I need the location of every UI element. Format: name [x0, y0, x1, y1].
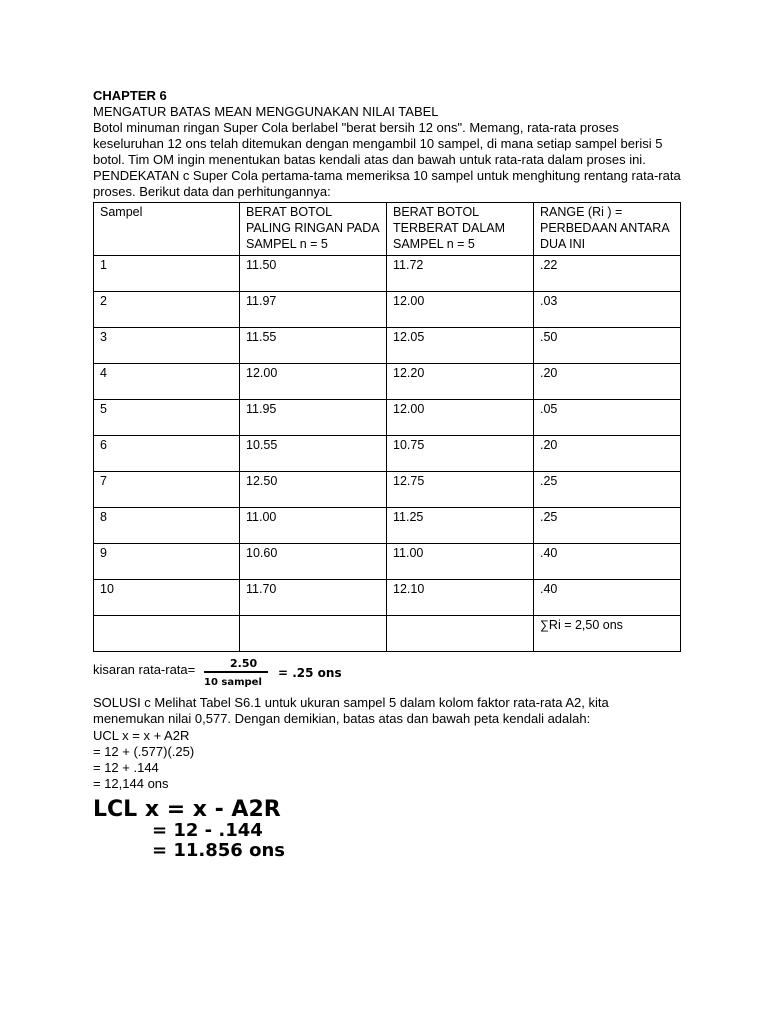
fraction-result: = .25 ons: [278, 666, 342, 680]
table-cell: .25: [534, 508, 681, 544]
table-cell: .03: [534, 292, 681, 328]
table-cell: 11.00: [240, 508, 387, 544]
table-cell: 11.70: [240, 580, 387, 616]
table-cell: 8: [94, 508, 240, 544]
table-cell: ∑Ri = 2,50 ons: [534, 616, 681, 652]
table-row: [94, 256, 681, 292]
solution-paragraph: [93, 695, 693, 727]
solution-line: SOLUSI c Melihat Tabel S6.1 untuk ukuran sampel 5 dalam kolom faktor rata-rata A2, kita: [93, 695, 609, 710]
table-cell: 11.25: [387, 508, 534, 544]
table-cell: 12.75: [387, 472, 534, 508]
section-heading: MENGATUR BATAS MEAN MENGGUNAKAN NILAI TABEL: [93, 104, 439, 119]
table-cell: 9: [94, 544, 240, 580]
sample-table: [93, 202, 681, 652]
table-cell: [94, 616, 240, 652]
table-cell: [387, 616, 534, 652]
table-cell: 12.00: [240, 364, 387, 400]
table-cell: .20: [534, 436, 681, 472]
table-cell: 11.00: [387, 544, 534, 580]
table-cell: 10: [94, 580, 240, 616]
table-row: [94, 328, 681, 364]
column-header: Sampel: [94, 203, 240, 256]
table-cell: [240, 616, 387, 652]
table-cell: 10.55: [240, 436, 387, 472]
intro-line: Botol minuman ringan Super Cola berlabel "berat bersih 12 ons". Memang, rata-rata proses: [93, 120, 619, 135]
range-label: kisaran rata-rata=: [93, 662, 196, 677]
intro-line: proses. Berikut data dan perhitungannya:: [93, 184, 331, 199]
table-cell: 11.55: [240, 328, 387, 364]
lcl-handwritten-line: LCL x = x - A2R: [93, 797, 281, 822]
ucl-line: = 12 + .144: [93, 760, 159, 775]
table-row: [94, 544, 681, 580]
table-cell: .05: [534, 400, 681, 436]
table-cell: .22: [534, 256, 681, 292]
ucl-line: = 12,144 ons: [93, 776, 169, 791]
table-cell: 1: [94, 256, 240, 292]
intro-line: PENDEKATAN c Super Cola pertama-tama memeriksa 10 sampel untuk menghitung rentang rata-rata: [93, 168, 681, 183]
table-cell: .40: [534, 544, 681, 580]
lcl-handwritten-line: = 11.856 ons: [152, 840, 285, 861]
ucl-line: = 12 + (.577)(.25): [93, 744, 195, 759]
table-cell: 12.05: [387, 328, 534, 364]
column-header: BERAT BOTOL TERBERAT DALAM SAMPEL n = 5: [387, 203, 534, 256]
table-cell: 7: [94, 472, 240, 508]
table-cell: 11.72: [387, 256, 534, 292]
table-cell: 12.50: [240, 472, 387, 508]
table-cell: 11.97: [240, 292, 387, 328]
solution-line: menemukan nilai 0,577. Dengan demikian, batas atas dan bawah peta kendali adalah:: [93, 711, 591, 726]
table-row: [94, 616, 681, 652]
table-cell: 6: [94, 436, 240, 472]
table-row: [94, 364, 681, 400]
table-cell: 11.50: [240, 256, 387, 292]
table-cell: 11.95: [240, 400, 387, 436]
table-row: [94, 580, 681, 616]
table-cell: .20: [534, 364, 681, 400]
ucl-block: [93, 728, 693, 792]
intro-line: botol. Tim OM ingin menentukan batas kendali atas dan bawah untuk rata-rata dalam proses ini.: [93, 152, 646, 167]
fraction-denominator: 10 sampel: [204, 677, 262, 688]
intro-line: keseluruhan 12 ons telah ditemukan dengan mengambil 10 sampel, di mana setiap sampel berisi 5: [93, 136, 663, 151]
table-row: [94, 472, 681, 508]
table-cell: 3: [94, 328, 240, 364]
chapter-title: CHAPTER 6: [93, 88, 167, 103]
table-cell: 12.20: [387, 364, 534, 400]
table-cell: .25: [534, 472, 681, 508]
table-cell: 5: [94, 400, 240, 436]
table-cell: 2: [94, 292, 240, 328]
column-header: RANGE (Ri ) = PERBEDAAN ANTARA DUA INI: [534, 203, 681, 256]
table-cell: .40: [534, 580, 681, 616]
table-cell: .50: [534, 328, 681, 364]
table-row: [94, 508, 681, 544]
handwritten-fraction: [200, 655, 360, 691]
table-cell: 10.60: [240, 544, 387, 580]
table-cell: 12.00: [387, 292, 534, 328]
table-row: [94, 436, 681, 472]
column-header: BERAT BOTOL PALING RINGAN PADA SAMPEL n = 5: [240, 203, 387, 256]
ucl-line: UCL x = x + A2R: [93, 728, 190, 743]
table-cell: 12.00: [387, 400, 534, 436]
lcl-handwritten-line: = 12 - .144: [152, 820, 263, 841]
table-header-row: [94, 203, 681, 256]
fraction-numerator: 2.50: [230, 657, 258, 670]
table-cell: 12.10: [387, 580, 534, 616]
table-row: [94, 400, 681, 436]
table-row: [94, 292, 681, 328]
table-cell: 10.75: [387, 436, 534, 472]
intro-paragraph: [93, 120, 693, 200]
table-cell: 4: [94, 364, 240, 400]
